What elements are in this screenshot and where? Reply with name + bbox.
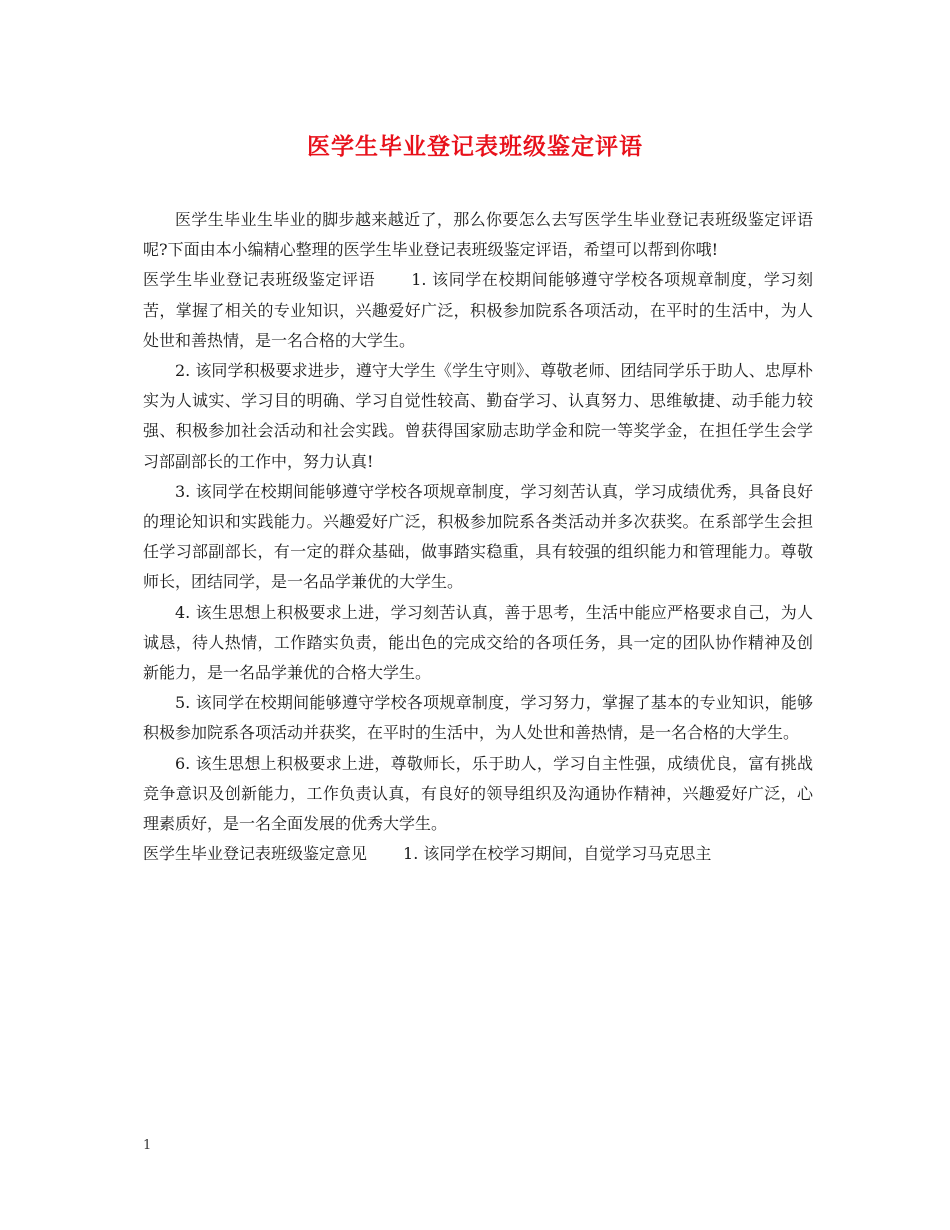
section-1-item-6: 6. 该生思想上积极要求上进，尊敬师长，乐于助人，学习自主性强，成绩优良，富有挑战竞争意识及创新能力，工作负责认真，有良好的领导组织及沟通协作精神，兴趣爱好广泛，心理素质好，是一名全面发展的优秀大学生。 <box>143 753 813 834</box>
intro-paragraph: 医学生毕业生毕业的脚步越来越近了，那么你要怎么去写医学生毕业登记表班级鉴定评语呢?下面由本小编精心整理的医学生毕业登记表班级鉴定评语，希望可以帮到你哦! <box>143 210 813 260</box>
section-1-item-5: 5. 该同学在校期间能够遵守学校各项规章制度，学习努力，掌握了基本的专业知识，能够积极参加院系各项活动并获奖，在平时的生活中，为人处世和善热情，是一名合格的大学生。 <box>143 693 813 743</box>
section-1-heading: 医学生毕业登记表班级鉴定评语 <box>143 270 376 290</box>
section-2-heading: 医学生毕业登记表班级鉴定意见 <box>143 844 368 864</box>
section-1-item-3: 3. 该同学在校期间能够遵守学校各项规章制度，学习刻苦认真，学习成绩优秀，具备良好的理论知识和实践能力。兴趣爱好广泛，积极参加院系各类活动并多次获奖。在系部学生会担任学习部副部长，有一定的群众基础，做事踏实稳重，具有较强的组织能力和管理能力。尊敬师长，团结同学，是一名品学兼优的大学生。 <box>143 481 813 592</box>
page-number: 1 <box>143 1138 152 1153</box>
document-title: 医学生毕业登记表班级鉴定评语 <box>307 134 643 160</box>
section-1-first-paragraph <box>143 265 813 356</box>
section-2-first-paragraph <box>143 839 813 869</box>
section-1-item-1: 1. 该同学在校期间能够遵守学校各项规章制度，学习刻苦，掌握了相关的专业知识，兴趣爱好广泛，积极参加院系各项活动，在平时的生活中，为人处世和善热情，是一名合格的大学生。 <box>143 270 813 350</box>
document-body <box>143 205 813 869</box>
section-1-item-2: 2. 该同学积极要求进步，遵守大学生《学生守则》、尊敬老师、团结同学乐于助人、忠厚朴实为人诚实、学习目的明确、学习自觉性较高、勤奋学习、认真努力、思维敏捷、动手能力较强、积极参加社会活动和社会实践。曾获得国家励志助学金和院一等奖学金，在担任学生会学习部副部长的工作中，努力认真! <box>143 361 813 471</box>
section-1-item-4: 4. 该生思想上积极要求上进，学习刻苦认真，善于思考，生活中能应严格要求自己，为人诚恳，待人热情，工作踏实负责，能出色的完成交给的各项任务，具一定的团队协作精神及创新能力，是一名品学兼优的合格大学生。 <box>143 602 813 683</box>
section-2-item-1: 1. 该同学在校学习期间，自觉学习马克思主 <box>403 844 712 864</box>
